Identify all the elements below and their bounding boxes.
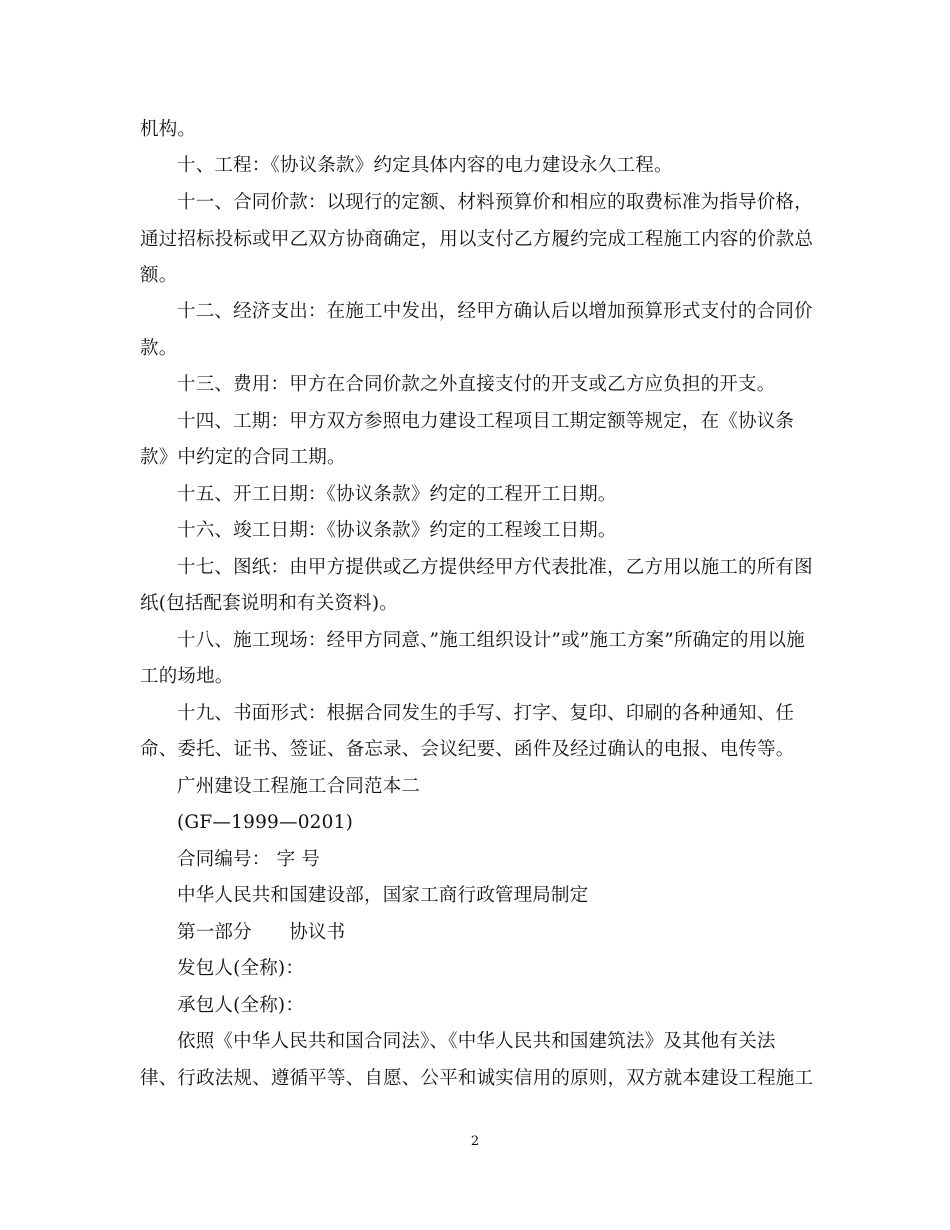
text-line: 款。 [140,338,178,359]
text-line: 十四、工期：甲方双方参照电力建设工程项目工期定额等规定，在《协议条 [177,411,795,432]
text-line: 纸(包括配套说明和有关资料)。 [140,593,398,614]
text-line: (GF—1999—0201) [177,812,354,833]
text-line: 第一部分 协议书 [177,922,346,943]
text-line: 律、行政法规、遵循平等、自愿、公平和诚实信用的原则，双方就本建设工程施工 [140,1068,814,1089]
text-line: 发包人(全称)： [177,958,305,979]
text-line: 十五、开工日期：《协议条款》约定的工程开工日期。 [177,484,617,505]
text-line: 中华人民共和国建设部，国家工商行政管理局制定 [177,885,589,906]
text-line: 十九、书面形式：根据合同发生的手写、打字、复印、印刷的各种通知、任 [177,703,795,724]
text-line: 机构。 [140,119,197,140]
text-line: 合同编号： 字 号 [177,849,321,870]
text-line: 十六、竣工日期：《协议条款》约定的工程竣工日期。 [177,520,617,541]
text-line: 命、委托、证书、签证、备忘录、会议纪要、函件及经过确认的电报、电传等。 [140,739,795,760]
text-line: 额。 [140,265,178,286]
text-line: 工的场地。 [140,666,234,687]
page-number: 2 [470,1134,480,1149]
text-line: 十三、费用：甲方在合同价款之外直接支付的开支或乙方应负担的开支。 [177,374,776,395]
text-line: 十二、经济支出：在施工中发出，经甲方确认后以增加预算形式支付的合同价 [177,301,813,322]
text-line: 十八、施工现场：经甲方同意、”施工组织设计”或”施工方案”所确定的用以施 [177,630,805,651]
text-line: 通过招标投标或甲乙双方协商确定，用以支付乙方履约完成工程施工内容的价款总 [140,229,814,250]
text-line: 承包人(全称)： [177,995,305,1016]
text-line: 十、工程：《协议条款》约定具体内容的电力建设永久工程。 [177,155,673,176]
text-line: 十一、合同价款：以现行的定额、材料预算价和相应的取费标准为指导价格， [177,192,813,213]
text-line: 款》中约定的合同工期。 [140,447,346,468]
text-line: 十七、图纸：由甲方提供或乙方提供经甲方代表批准，乙方用以施工的所有图 [177,557,813,578]
text-line: 广州建设工程施工合同范本二 [177,776,421,797]
text-line: 依照《中华人民共和国合同法》、《中华人民共和国建筑法》及其他有关法 [177,1031,776,1052]
